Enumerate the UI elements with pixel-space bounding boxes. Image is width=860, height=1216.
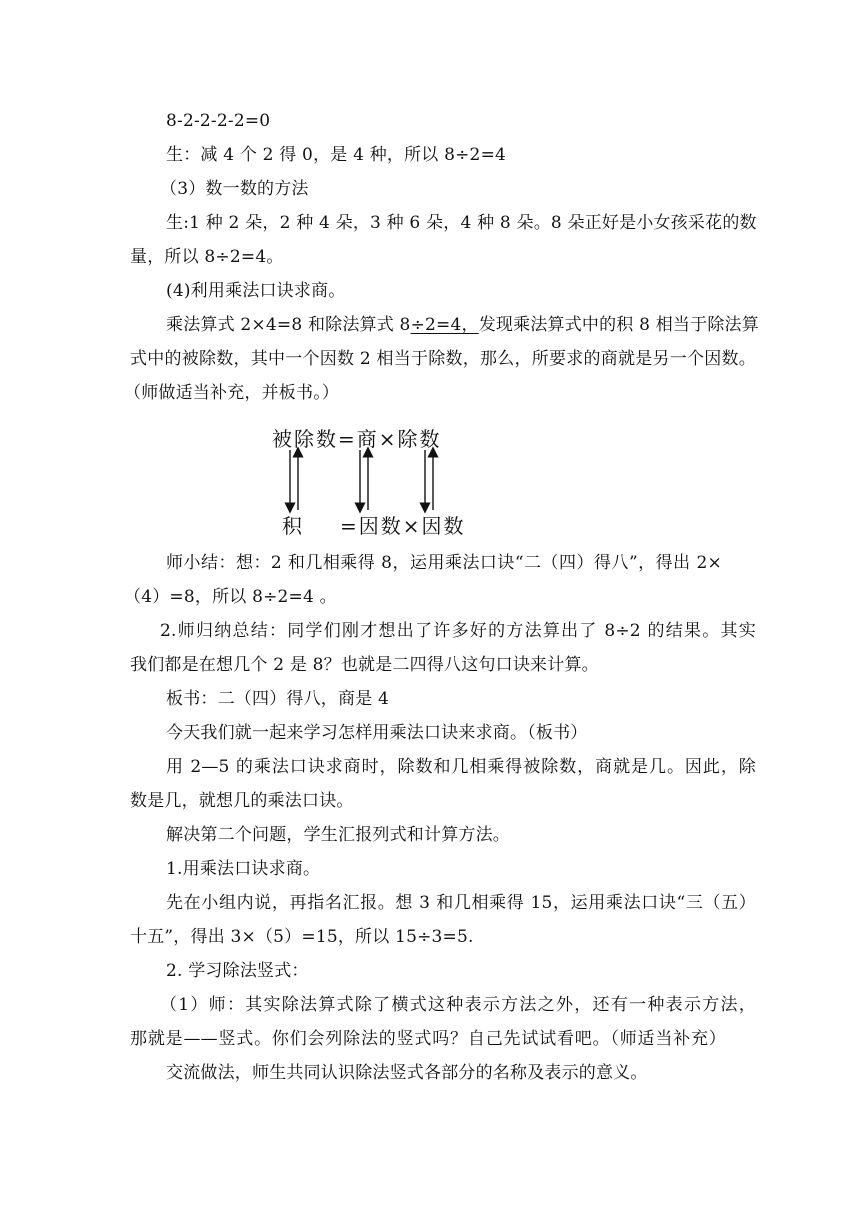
text-segment: 乘法算式 2×4=8 和除法算式 8	[166, 315, 411, 335]
formula-bottom-factors: =因数×因数	[340, 514, 466, 538]
paragraph-line: （1）师：其实除法算式除了横式这种表示方法之外，还有一种表示方法，	[160, 995, 756, 1015]
formula-top: 被除数=商×除数	[272, 427, 442, 451]
paragraph-line: 用 2—5 的乘法口诀求商时，除数和几相乘得被除数，商就是几。因此，除	[166, 757, 756, 777]
paragraph-line: 1.用乘法口诀求商。	[166, 859, 321, 879]
paragraph-line: 师小结：想：2 和几相乘得 8，运用乘法口诀“二（四）得八”，得出 2×	[166, 553, 722, 573]
paragraph-line: (4)利用乘法口诀求商。	[166, 281, 346, 301]
underlined-text: ÷2=4，	[410, 315, 479, 335]
paragraph-line: 今天我们就一起来学习怎样用乘法口诀来求商。（板书）	[166, 723, 588, 743]
paragraph-line: 先在小组内说，再指名汇报。想 3 和几相乘得 15，运用乘法口诀“三（五）	[166, 893, 756, 913]
paragraph-line: （4）=8，所以 8÷2=4 。	[124, 587, 337, 607]
paragraph-line: 解决第二个问题，学生汇报列式和计算方法。	[166, 825, 510, 845]
paragraph-line: （师做适当补充，并板书。）	[124, 383, 340, 403]
paragraph-line: 8-2-2-2-2=0	[166, 111, 271, 131]
paragraph-line: 数是几，就想几的乘法口诀。	[130, 791, 354, 811]
paragraph-line	[166, 314, 759, 336]
text-segment: 发现乘法算式中的积 8 相当于除法算	[478, 315, 759, 335]
formula-bottom-product: 积	[282, 514, 304, 538]
paragraph-line: 生：减 4 个 2 得 0，是 4 种，所以 8÷2=4	[166, 145, 507, 165]
paragraph-line: 2.师归纳总结：同学们刚才想出了许多好的方法算出了 8÷2 的结果。其实	[160, 621, 756, 641]
paragraph-line: 我们都是在想几个 2 是 8？也就是二四得八这句口诀来计算。	[130, 655, 599, 675]
arrows-diagram	[270, 440, 470, 520]
paragraph-line: （3）数一数的方法	[160, 179, 309, 199]
paragraph-line: 量，所以 8÷2=4。	[130, 247, 284, 267]
paragraph-line: 生:1 种 2 朵，2 种 4 朵，3 种 6 朵，4 种 8 朵。8 朵正好是小女孩采花的数	[166, 213, 757, 233]
paragraph-line: 式中的被除数，其中一个因数 2 相当于除数，那么，所要求的商就是另一个因数。	[130, 349, 756, 369]
paragraph-line: 板书：二（四）得八，商是 4	[166, 689, 390, 709]
paragraph-line: 那就是——竖式。你们会列除法的竖式吗？自己先试试看吧。（师适当补充）	[130, 1029, 726, 1049]
paragraph-line: 十五”，得出 3×（5）=15，所以 15÷3=5.	[130, 927, 474, 947]
paragraph-line: 交流做法，师生共同认识除法竖式各部分的名称及表示的意义。	[166, 1063, 648, 1083]
paragraph-line: 2. 学习除法竖式：	[166, 961, 309, 981]
